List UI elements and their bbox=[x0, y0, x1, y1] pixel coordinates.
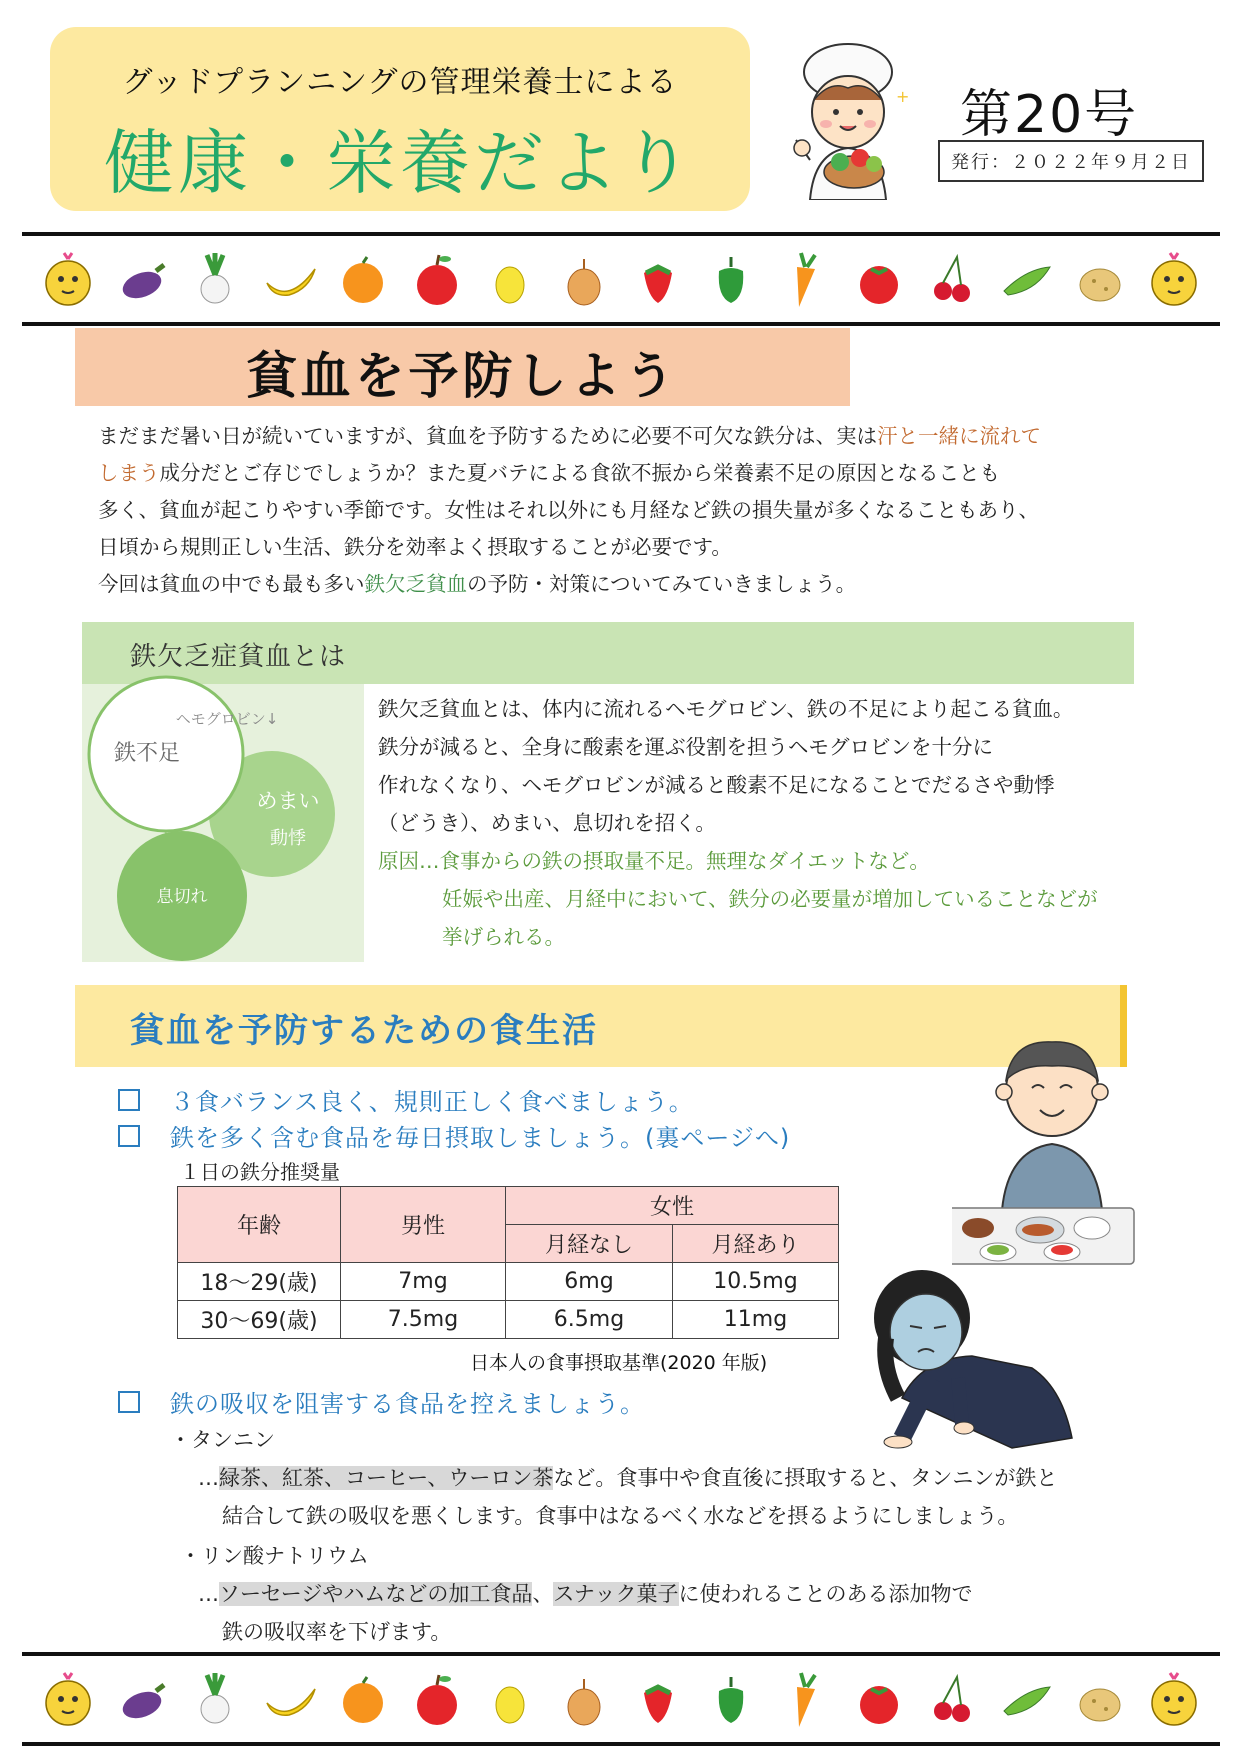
carrot-icon bbox=[775, 1667, 835, 1731]
section-title-box bbox=[75, 328, 850, 406]
apple-icon bbox=[407, 1667, 467, 1731]
checkbox-icon bbox=[118, 1391, 140, 1413]
cherry-icon bbox=[923, 1667, 983, 1731]
intro-line: 多く、貧血が起こりやすい季節です。女性はそれ以外にも月経など鉄の損失量が多くなることもあり、 bbox=[98, 498, 1039, 522]
potato-icon bbox=[1070, 247, 1130, 311]
cause-line: 妊娠や出産、月経中において、鉄分の必要量が増加していることなどが bbox=[442, 887, 1098, 911]
cause-line: 原因…食事からの鉄の摂取量不足。無理なダイエットなど。 bbox=[378, 849, 930, 873]
apple-icon bbox=[407, 247, 467, 311]
phosphate-text: 鉄の吸収率を下げます。 bbox=[222, 1620, 452, 1644]
issue-date: 発行：２０２２年９月２日 bbox=[938, 140, 1204, 182]
strawberry-icon bbox=[628, 247, 688, 311]
iron-deficiency-text bbox=[378, 690, 1158, 956]
header-female: 女性 bbox=[506, 1187, 839, 1225]
section-title: 貧血を予防するための食生活 bbox=[130, 1011, 598, 1051]
table-row bbox=[178, 1263, 839, 1301]
text-line: （どうき）、めまい、息切れを招く。 bbox=[378, 811, 716, 835]
strawberry-icon bbox=[628, 1667, 688, 1731]
checkbox-icon bbox=[118, 1125, 140, 1147]
tannin-text: …緑茶、紅茶、コーヒー、ウーロン茶など。食事中や食直後に摂取すると、タンニンが鉄と bbox=[198, 1466, 1058, 1490]
header-mens: 月経あり bbox=[673, 1225, 839, 1263]
dizzy-label: めまい bbox=[256, 789, 320, 813]
intro-line: まだまだ暑い日が続いていますが、貧血を予防するために必要不可欠な鉄分は、実は汗と一緒に流れて bbox=[98, 424, 1041, 448]
text-line: 鉄分が減ると、全身に酸素を運ぶ役割を担うヘモグロビンを十分に bbox=[378, 735, 993, 759]
hemoglobin-label: ヘモグロビン↓ bbox=[175, 710, 279, 728]
cell: 7.5mg bbox=[341, 1301, 506, 1339]
onion-icon bbox=[554, 247, 614, 311]
phosphate-text: …ソーセージやハムなどの加工食品、スナック菓子に使われることのある添加物で bbox=[198, 1582, 973, 1606]
turnip-icon bbox=[185, 1667, 245, 1731]
peas-icon bbox=[996, 1667, 1056, 1731]
intro-line: しまう成分だとご存じでしょうか？また夏バテによる食欲不振から栄養素不足の原因となることも bbox=[98, 461, 1000, 485]
iron-intake-table bbox=[177, 1186, 839, 1339]
potato-icon bbox=[1070, 1667, 1130, 1731]
subsection-title: 鉄欠乏症貧血とは bbox=[130, 642, 347, 672]
section-title: 貧血を予防しよう bbox=[246, 347, 679, 405]
table-caption: １日の鉄分推奨量 bbox=[180, 1160, 340, 1184]
eggplant-icon bbox=[112, 247, 172, 311]
iron-label: 鉄不足 bbox=[113, 741, 181, 766]
intro-paragraph bbox=[98, 418, 1138, 603]
tired-woman-illustration bbox=[862, 1248, 1082, 1458]
pepper-icon bbox=[701, 247, 761, 311]
checklist-item: ３食バランス良く、規則正しく食べましょう。 bbox=[118, 1082, 694, 1117]
mascot-icon bbox=[38, 1667, 98, 1731]
cell: 6.5mg bbox=[506, 1301, 673, 1339]
text-line: 鉄欠乏貧血とは、体内に流れるヘモグロビン、鉄の不足により起こる貧血。 bbox=[378, 697, 1074, 721]
intro-line: 今回は貧血の中でも最も多い鉄欠乏貧血の予防・対策についてみていきましょう。 bbox=[98, 572, 857, 596]
cell: 18～29(歳) bbox=[178, 1263, 341, 1301]
checklist-item: 鉄の吸収を阻害する食品を控えましょう。 bbox=[118, 1384, 645, 1419]
table-row bbox=[178, 1301, 839, 1339]
lemon-icon bbox=[480, 247, 540, 311]
header-male: 男性 bbox=[341, 1187, 506, 1263]
tannin-text: 結合して鉄の吸収を悪くします。食事中はなるべく水などを摂るようにしましょう。 bbox=[222, 1504, 1019, 1528]
pepper-icon bbox=[701, 1667, 761, 1731]
cell: 6mg bbox=[506, 1263, 673, 1301]
elderly-man-illustration bbox=[952, 1030, 1152, 1270]
breath-label: 息切れ bbox=[156, 887, 208, 907]
cell: 11mg bbox=[673, 1301, 839, 1339]
orange-icon bbox=[333, 1667, 393, 1731]
onion-icon bbox=[554, 1667, 614, 1731]
tannin-heading: ・タンニン bbox=[170, 1428, 275, 1452]
tomato-icon bbox=[849, 247, 909, 311]
fruit-divider-top bbox=[22, 232, 1220, 326]
mascot-icon bbox=[1144, 247, 1204, 311]
banana-icon bbox=[259, 1667, 319, 1731]
nutritionist-illustration bbox=[770, 40, 920, 200]
cherry-icon bbox=[923, 247, 983, 311]
checkbox-icon bbox=[118, 1089, 140, 1111]
mascot-icon bbox=[1144, 1667, 1204, 1731]
cell: 30～69(歳) bbox=[178, 1301, 341, 1339]
tomato-icon bbox=[849, 1667, 909, 1731]
svg-text:+: + bbox=[896, 87, 910, 106]
header-no-mens: 月経なし bbox=[506, 1225, 673, 1263]
peas-icon bbox=[996, 247, 1056, 311]
text-line: 作れなくなり、ヘモグロビンが減ると酸素不足になることでだるさや動悸 bbox=[378, 773, 1055, 797]
cell: 10.5mg bbox=[673, 1263, 839, 1301]
orange-icon bbox=[333, 247, 393, 311]
header-subtitle: グッドプランニングの管理栄養士による bbox=[122, 65, 678, 100]
symptom-diagram bbox=[82, 684, 364, 962]
cause-line: 挙げられる。 bbox=[442, 925, 565, 949]
table-source: 日本人の食事摂取基準(2020 年版) bbox=[470, 1352, 768, 1374]
banana-icon bbox=[259, 247, 319, 311]
fruit-divider-bottom bbox=[22, 1652, 1220, 1746]
newsletter-title: 健康・栄養だより bbox=[104, 122, 696, 204]
issue-number: 第20号 bbox=[960, 85, 1139, 145]
header-age: 年齢 bbox=[178, 1187, 341, 1263]
header-banner bbox=[50, 27, 750, 211]
checklist-item: 鉄を多く含む食品を毎日摂取しましょう。(裏ページへ) bbox=[118, 1118, 790, 1153]
lemon-icon bbox=[480, 1667, 540, 1731]
palpitation-label: 動悸 bbox=[270, 828, 306, 849]
subsection-title-bar bbox=[82, 622, 1134, 684]
turnip-icon bbox=[185, 247, 245, 311]
eggplant-icon bbox=[112, 1667, 172, 1731]
mascot-icon bbox=[38, 247, 98, 311]
phosphate-heading: ・リン酸ナトリウム bbox=[180, 1544, 369, 1568]
intro-line: 日頃から規則正しい生活、鉄分を効率よく摂取することが必要です。 bbox=[98, 535, 732, 559]
cell: 7mg bbox=[341, 1263, 506, 1301]
carrot-icon bbox=[775, 247, 835, 311]
